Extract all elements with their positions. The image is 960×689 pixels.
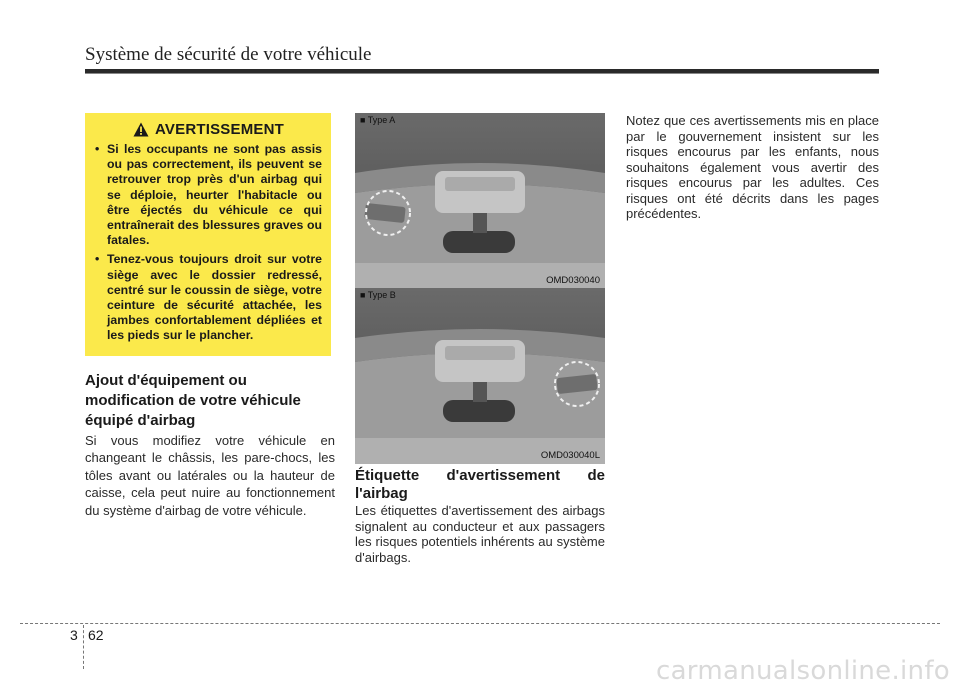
chapter-number: 3 xyxy=(70,627,78,643)
page-number: 62 xyxy=(88,627,104,643)
warning-item: • Tenez-vous toujours droit sur votre siège avec le dossier redressé, centré sur le coussin de siège, votre ceinture de sécurité attachée, les jambes confortablement dépliées et les pieds sur le plancher. xyxy=(95,252,322,343)
figure-code: OMD030040 xyxy=(546,275,600,286)
warning-box xyxy=(85,113,331,356)
warning-list xyxy=(95,142,322,344)
section-body-notes: Notez que ces avertissements mis en place par le gouvernement insistent sur les risques encourus par les enfants, nous souhaitons également vous avertir des risques encourus par les adultes. Ces risques ont été décrits dans les pages précédentes. xyxy=(626,113,879,221)
warning-title: AVERTISSEMENT xyxy=(154,121,284,138)
section-heading-modification: Ajout d'équipement ou modification de votre véhicule équipé d'airbag xyxy=(85,372,301,429)
heading-word: d'avertissement xyxy=(446,467,561,484)
section-body-modification: Si vous modifiez votre véhicule en changeant le châssis, les pare-chocs, les tôles avant ou latérales ou la hauteur de caisse, cela peut nuire au fonctionnement du système d'airbag de votre véhicule. xyxy=(85,433,335,518)
warning-header xyxy=(95,121,322,138)
heading-word: de xyxy=(587,467,605,484)
figure-label: ■ Type A xyxy=(360,115,396,125)
section-body-airbag-label: Les étiquettes d'avertissement des airbags signalent au conducteur et aux passagers les risques potentiels inhérents au système d'airbags. xyxy=(355,503,605,565)
heading-word: Étiquette xyxy=(355,467,420,484)
footer-divider xyxy=(83,625,84,669)
figure-type-b xyxy=(355,288,605,464)
heading-line: l'airbag xyxy=(355,485,408,502)
warning-item: • Si les occupants ne sont pas assis ou pas correctement, ils peuvent se retrouver trop près d'un airbag qui se déploie, heurter l'habitacle ou être éjectés du véhicule ce qui entraînerait des blessures graves ou fatales. xyxy=(95,142,322,248)
page-header-title: Système de sécurité de votre véhicule xyxy=(85,44,372,65)
footer-rule xyxy=(20,623,940,624)
headliner-illustration xyxy=(355,288,605,464)
watermark: carmanualsonline.info xyxy=(655,656,950,686)
warning-triangle-icon xyxy=(133,122,149,137)
section-heading-airbag-label xyxy=(355,467,605,503)
figure-type-a xyxy=(355,113,605,289)
figure-code: OMD030040L xyxy=(540,450,600,461)
figure-label: ■ Type B xyxy=(360,290,396,300)
headliner-illustration xyxy=(355,113,605,289)
header-rule-thin xyxy=(85,73,879,74)
